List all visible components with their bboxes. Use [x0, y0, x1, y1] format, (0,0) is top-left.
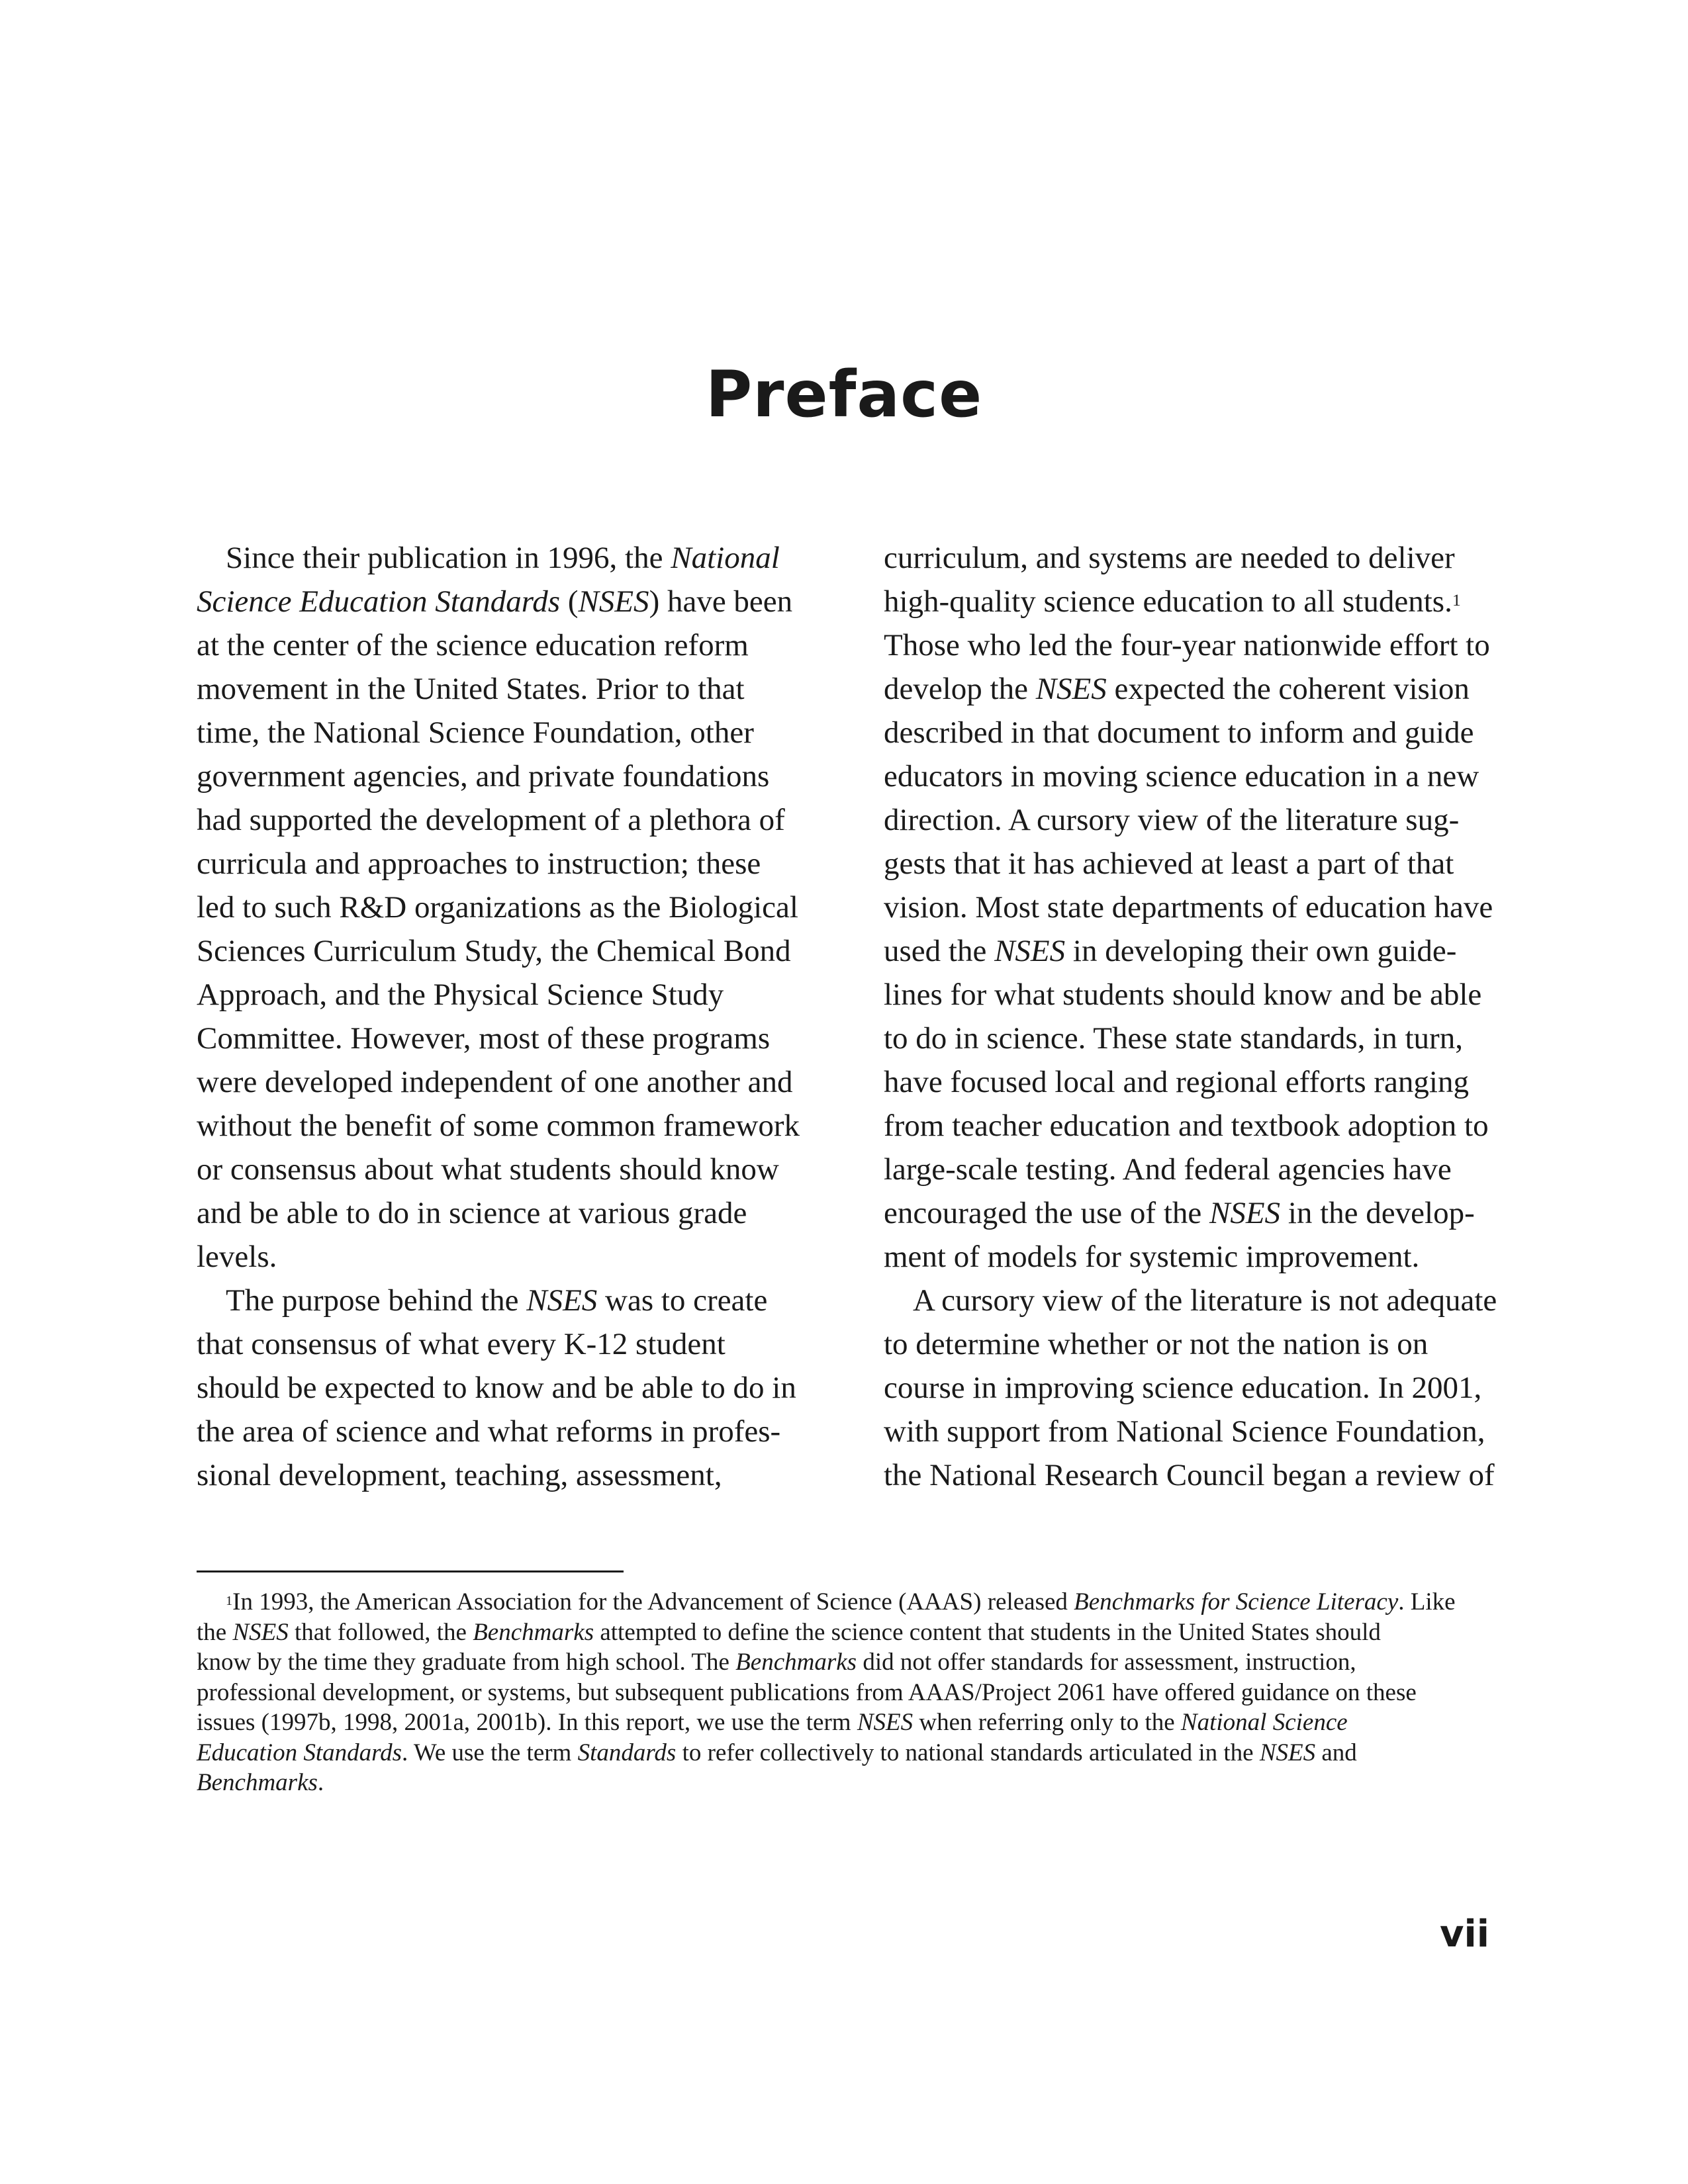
italic-text: Education Standards	[197, 1739, 402, 1766]
text-line: had supported the development of a plethora of	[197, 803, 785, 837]
italic-text: NSES	[994, 934, 1066, 968]
italic-text: Benchmarks	[735, 1649, 857, 1676]
text-line: without the benefit of some common framework	[197, 1109, 800, 1143]
text-line: at the center of the science education reform	[197, 628, 749, 662]
text-line: Education Standards. We use the term Standards to refer collectively to national standards articulated in the NSES and	[197, 1739, 1357, 1766]
italic-text: Science Education Standards	[197, 584, 561, 619]
footnote	[197, 1587, 1494, 1798]
text-line: high-quality science education to all students.$^1$	[884, 584, 1461, 619]
italic-text: NSES	[578, 584, 649, 619]
italic-text: Benchmarks	[473, 1618, 594, 1646]
footnote-marker: 1	[1452, 590, 1461, 610]
footnote-divider	[197, 1570, 624, 1572]
text-line: to do in science. These state standards, in turn,	[884, 1021, 1463, 1056]
text-line: the NSES that followed, the Benchmarks attempted to define the science content that students in the United States should	[197, 1618, 1381, 1646]
italic-text: NSES	[1259, 1739, 1316, 1766]
text-line: course in improving science education. In 2001,	[884, 1371, 1482, 1405]
text-line: develop the NSES expected the coherent vision	[884, 672, 1470, 706]
page-number: vii	[1440, 1913, 1489, 1956]
text-line: educators in moving science education in a new	[884, 759, 1479, 794]
text-line: curriculum, and systems are needed to deliver	[884, 541, 1455, 575]
text-line: the area of science and what reforms in profes-	[197, 1414, 781, 1449]
page-title: Preface	[705, 357, 983, 432]
text-line: used the NSES in developing their own guide-	[884, 934, 1457, 968]
text-line: large-scale testing. And federal agencies have	[884, 1152, 1452, 1187]
text-line: Committee. However, most of these programs	[197, 1021, 771, 1056]
footnote-marker: 1	[226, 1593, 233, 1608]
italic-text: Standards	[577, 1739, 677, 1766]
text-line: from teacher education and textbook adoption to	[884, 1109, 1489, 1143]
text-line: to determine whether or not the nation is on	[884, 1327, 1429, 1361]
text-line: sional development, teaching, assessment,	[197, 1458, 722, 1492]
text-line: issues (1997b, 1998, 2001a, 2001b). In this report, we use the term NSES when referring only to the National Science	[197, 1709, 1348, 1736]
text-line: Since their publication in 1996, the National	[226, 541, 780, 575]
text-line: with support from National Science Foundation,	[884, 1414, 1485, 1449]
italic-text: NSES	[526, 1283, 598, 1318]
italic-text: NSES	[857, 1709, 914, 1736]
text-line: should be expected to know and be able to do in	[197, 1371, 796, 1405]
text-line: government agencies, and private foundations	[197, 759, 770, 794]
italic-text: NSES	[1035, 672, 1107, 706]
text-line: ment of models for systemic improvement.	[884, 1240, 1420, 1274]
text-line: A cursory view of the literature is not adequate	[913, 1283, 1497, 1318]
text-line: were developed independent of one another and	[197, 1065, 793, 1099]
text-line: professional development, or systems, but subsequent publications from AAAS/Project 2061 have offered guidance on these	[197, 1678, 1417, 1706]
text-line: have focused local and regional efforts ranging	[884, 1065, 1469, 1099]
body-column-left	[197, 536, 832, 1497]
text-line: levels.	[197, 1240, 277, 1274]
text-line: know by the time they graduate from high school. The Benchmarks did not offer standards for assessment, instruction,	[197, 1649, 1356, 1676]
text-line: Those who led the four-year nationwide effort to	[884, 628, 1490, 662]
text-line: encouraged the use of the NSES in the develop-	[884, 1196, 1475, 1230]
text-line: direction. A cursory view of the literature sug-	[884, 803, 1460, 837]
italic-text: NSES	[1209, 1196, 1281, 1230]
italic-text: National Science	[1180, 1709, 1348, 1736]
text-line: and be able to do in science at various grade	[197, 1196, 747, 1230]
text-line: that consensus of what every K-12 student	[197, 1327, 726, 1361]
text-line: Science Education Standards (NSES) have been	[197, 584, 793, 619]
text-line: movement in the United States. Prior to that	[197, 672, 745, 706]
text-line: gests that it has achieved at least a part of that	[884, 846, 1454, 881]
text-line: vision. Most state departments of education have	[884, 890, 1493, 925]
italic-text: Benchmarks for Science Literacy	[1074, 1588, 1399, 1615]
text-line: The purpose behind the NSES was to create	[226, 1283, 768, 1318]
text-line: the National Research Council began a review of	[884, 1458, 1495, 1492]
text-line: Benchmarks.	[197, 1769, 324, 1796]
text-line: or consensus about what students should know	[197, 1152, 779, 1187]
text-line: lines for what students should know and be able	[884, 978, 1482, 1012]
text-line: Sciences Curriculum Study, the Chemical Bond	[197, 934, 791, 968]
text-line: curricula and approaches to instruction; these	[197, 846, 761, 881]
text-line: $^1$In 1993, the American Association for the Advancement of Science (AAAS) released Benchmarks for Science Literacy. Like	[226, 1588, 1456, 1615]
text-line: time, the National Science Foundation, other	[197, 715, 754, 750]
italic-text: NSES	[232, 1618, 289, 1646]
italic-text: National	[671, 541, 780, 575]
text-line: described in that document to inform and guide	[884, 715, 1474, 750]
body-column-right	[884, 536, 1523, 1497]
text-line: led to such R&D organizations as the Biological	[197, 890, 798, 925]
text-line: Approach, and the Physical Science Study	[197, 978, 724, 1012]
italic-text: Benchmarks	[197, 1769, 318, 1796]
